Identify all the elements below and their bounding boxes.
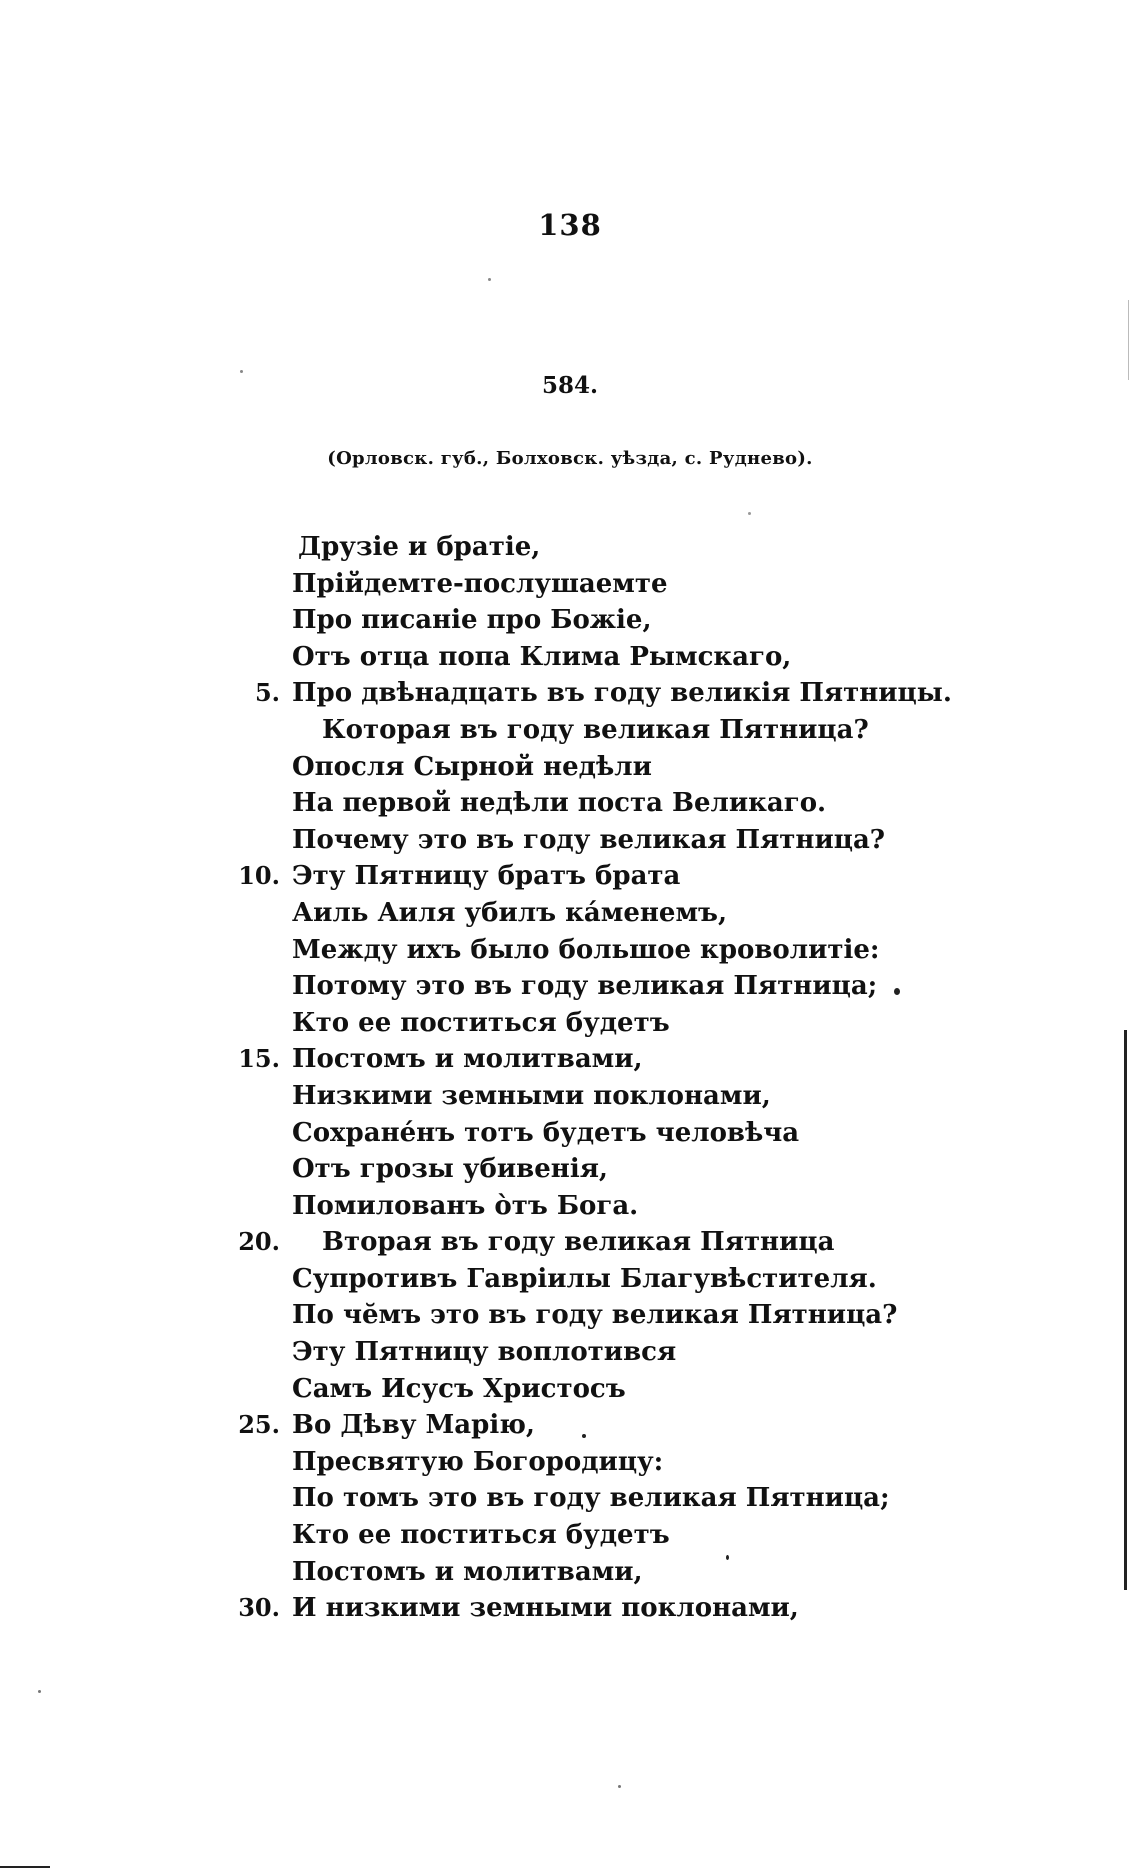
verse-line (0, 1224, 1140, 1261)
verse-text: Постомъ и молитвами, (292, 1044, 643, 1075)
verse-text: И низкими земными поклонами, (292, 1593, 799, 1624)
verse-line (0, 1078, 1140, 1115)
verse-text: Постомъ и молитвами, (292, 1556, 643, 1587)
verse-text: Помилованъ о̀тъ Бога. (292, 1190, 639, 1221)
verse-text: Отъ отца попа Клима Рымскаго, (292, 641, 792, 672)
line-number: 15. (238, 1044, 280, 1074)
ink-speck (582, 1434, 586, 1438)
verse-text: Потому это въ году великая Пятница; (292, 971, 878, 1002)
verse-line (0, 1297, 1140, 1334)
scan-edge-line (1124, 1030, 1127, 1590)
scan-edge-line (1128, 300, 1129, 380)
verse-line (0, 932, 1140, 969)
verse-line (0, 1005, 1140, 1042)
verse-text: Друзіе и братіе, (298, 532, 541, 562)
line-number: 5. (254, 678, 280, 708)
verse-text: Вторая въ году великая Пятница (322, 1227, 835, 1258)
verse-text: Эту Пятницу воплотився (292, 1337, 677, 1368)
verse-text: Во Дѣву Марію, (292, 1410, 535, 1441)
ink-speck (38, 1690, 41, 1693)
verse-text: Про писаніе про Божіе, (292, 605, 652, 636)
verse-text: Эту Пятницу братъ брата (292, 861, 681, 892)
verse-text: Почему это въ году великая Пятница? (292, 824, 886, 855)
verse-line (0, 1261, 1140, 1298)
verse-line (0, 1517, 1140, 1554)
verse-line (0, 1115, 1140, 1152)
verse-text: Кто ее поститься будетъ (292, 1007, 670, 1038)
verse-text: Между ихъ было большое кроволитіе: (292, 934, 880, 965)
verse-text: По томъ это въ году великая Пятница; (292, 1483, 890, 1514)
verse-text: Сохране́нъ тотъ будетъ человѣча (292, 1117, 800, 1148)
verse-text: Пресвятую Богородицу: (292, 1446, 664, 1477)
line-number: 10. (238, 861, 280, 891)
verse-line (0, 1041, 1140, 1078)
verse-text: Отъ грозы убивенія, (292, 1154, 608, 1185)
verse-line (0, 1334, 1140, 1371)
verse-line (0, 895, 1140, 932)
verse-line (0, 1554, 1140, 1591)
scan-edge-line (0, 1866, 50, 1868)
ink-speck (240, 370, 243, 373)
verse-line (0, 822, 1140, 859)
verse-line (0, 858, 1140, 895)
verse-text: Супротивъ Гавріилы Благувѣстителя. (292, 1263, 877, 1294)
verse-line (0, 639, 1140, 676)
ink-speck (894, 988, 900, 995)
verse-text: Опосля Сырной недѣли (292, 751, 652, 782)
verse-text: На первой недѣли поста Великаго. (292, 788, 827, 819)
ink-speck (618, 1785, 621, 1788)
verse-text: Низкими земными поклонами, (292, 1080, 771, 1111)
verse-line (0, 785, 1140, 822)
source-note: (Орловск. губ., Болховск. уѣзда, с. Руднево). (327, 448, 813, 469)
verse-line (0, 1151, 1140, 1188)
verse-text: Аиль Аиля убилъ ка́менемъ, (292, 897, 728, 928)
verse-text: По чӗмъ это въ году великая Пятница? (292, 1300, 898, 1331)
verse-text: Про двѣнадцать въ году великія Пятницы. (292, 678, 952, 709)
line-number: 30. (238, 1593, 280, 1623)
ink-speck (726, 1555, 729, 1560)
verse-line (0, 529, 1140, 566)
verse-line (0, 566, 1140, 603)
verse-text: Самъ Исусъ Христосъ (292, 1373, 626, 1404)
verse-line (0, 602, 1140, 639)
verse-line (0, 749, 1140, 786)
ink-speck (488, 278, 491, 281)
page-number: 138 (538, 208, 602, 242)
verse-line (0, 1188, 1140, 1225)
verse-line (0, 1590, 1140, 1627)
verse-line (0, 675, 1140, 712)
verse-line (0, 1407, 1140, 1444)
line-number: 20. (238, 1227, 280, 1257)
verse-line (0, 1480, 1140, 1517)
verse-text: Которая въ году великая Пятница? (322, 714, 869, 745)
verse-line (0, 968, 1140, 1005)
line-number: 25. (238, 1410, 280, 1440)
verse-text: Прійдемте-послушаемте (292, 568, 668, 599)
verse-line (0, 712, 1140, 749)
poem-number: 584. (541, 372, 599, 399)
poem-text (0, 529, 1140, 1627)
verse-line (0, 1444, 1140, 1481)
verse-line (0, 1371, 1140, 1408)
ink-speck (748, 512, 751, 515)
verse-text: Кто ее поститься будетъ (292, 1520, 670, 1551)
